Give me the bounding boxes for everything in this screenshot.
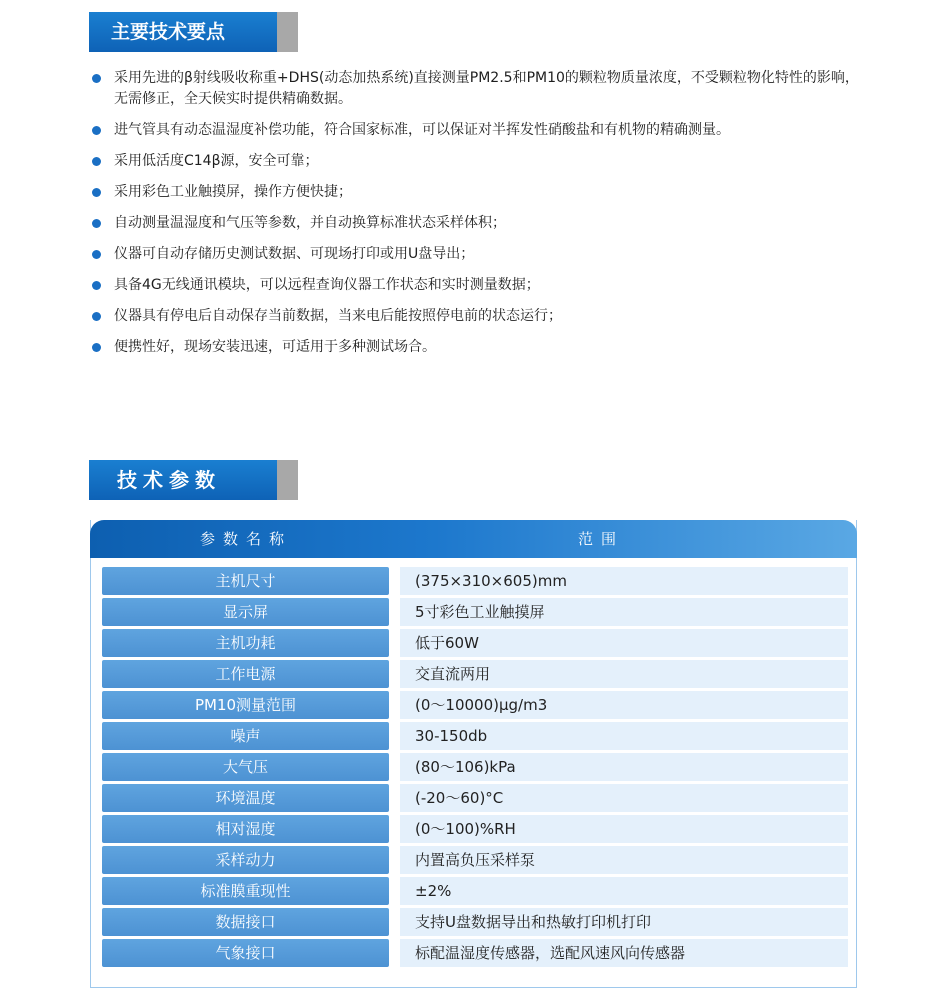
param-value: (0～100)%RH <box>400 815 848 843</box>
bullet-dot-icon <box>92 219 101 228</box>
table-body <box>101 567 848 970</box>
param-label: 采样动力 <box>102 846 389 874</box>
param-value: 交直流两用 <box>400 660 848 688</box>
bullet-dot-icon <box>92 281 101 290</box>
table-row <box>101 939 848 970</box>
param-label: 噪声 <box>102 722 389 750</box>
bullet-dot-icon <box>92 250 101 259</box>
list-item: 采用彩色工业触摸屏，操作方便快捷； <box>90 182 865 203</box>
param-value: ±2% <box>400 877 848 905</box>
table-row <box>101 846 848 877</box>
table-row <box>101 691 848 722</box>
list-item: 自动测量温湿度和气压等参数，并自动换算标准状态采样体积； <box>90 213 865 234</box>
bullet-dot-icon <box>92 74 101 83</box>
table-row <box>101 660 848 691</box>
bullet-dot-icon <box>92 126 101 135</box>
param-value: 内置高负压采样泵 <box>400 846 848 874</box>
param-label: 相对湿度 <box>102 815 389 843</box>
table-row <box>101 598 848 629</box>
section-header-tech-params <box>89 460 298 500</box>
list-item: 仪器可自动存储历史测试数据、可现场打印或用U盘导出； <box>90 244 865 265</box>
param-value: 支持U盘数据导出和热敏打印机打印 <box>400 908 848 936</box>
list-item: 采用低活度C14β源，安全可靠； <box>90 151 865 172</box>
bullet-dot-icon <box>92 188 101 197</box>
table-row <box>101 908 848 939</box>
param-label: 主机尺寸 <box>102 567 389 595</box>
table-row <box>101 784 848 815</box>
param-value: (375×310×605)mm <box>400 567 848 595</box>
table-row <box>101 722 848 753</box>
list-item: 仪器具有停电后自动保存当前数据，当来电后能按照停电前的状态运行； <box>90 306 865 327</box>
param-label: 主机功耗 <box>102 629 389 657</box>
param-label: 显示屏 <box>102 598 389 626</box>
table-row <box>101 753 848 784</box>
table-row <box>101 815 848 846</box>
header-param-name: 参数名称 <box>200 530 293 548</box>
feature-list <box>90 68 865 368</box>
params-table <box>90 520 857 988</box>
list-item: 采用先进的β射线吸收称重+DHS(动态加热系统)直接测量PM2.5和PM10的颗粒物质量浓度，不受颗粒物化特性的影响，无需修正，全天候实时提供精确数据。 <box>90 68 865 110</box>
section-header-key-features <box>89 12 298 52</box>
param-label: 数据接口 <box>102 908 389 936</box>
param-value: 低于60W <box>400 629 848 657</box>
section-title: 主要技术要点 <box>89 12 277 52</box>
param-value: 30-150db <box>400 722 848 750</box>
header-range: 范围 <box>578 530 625 548</box>
param-value: (-20～60)°C <box>400 784 848 812</box>
list-item: 进气管具有动态温湿度补偿功能，符合国家标准，可以保证对半挥发性硝酸盐和有机物的精确测量。 <box>90 120 865 141</box>
bullet-dot-icon <box>92 157 101 166</box>
param-value: 5寸彩色工业触摸屏 <box>400 598 848 626</box>
table-row <box>101 877 848 908</box>
section-header-accent <box>277 12 298 52</box>
param-label: 大气压 <box>102 753 389 781</box>
param-value: (80～106)kPa <box>400 753 848 781</box>
param-label: 环境温度 <box>102 784 389 812</box>
param-value: (0～10000)μg/m3 <box>400 691 848 719</box>
param-label: 气象接口 <box>102 939 389 967</box>
param-label: PM10测量范围 <box>102 691 389 719</box>
table-row <box>101 629 848 660</box>
section-title: 技术参数 <box>89 460 277 500</box>
bullet-dot-icon <box>92 343 101 352</box>
list-item: 具备4G无线通讯模块，可以远程查询仪器工作状态和实时测量数据； <box>90 275 865 296</box>
bullet-dot-icon <box>92 312 101 321</box>
table-header <box>90 520 857 558</box>
param-label: 标准膜重现性 <box>102 877 389 905</box>
section-header-accent <box>277 460 298 500</box>
table-row <box>101 567 848 598</box>
param-value: 标配温湿度传感器，选配风速风向传感器 <box>400 939 848 967</box>
list-item: 便携性好，现场安装迅速，可适用于多种测试场合。 <box>90 337 865 358</box>
param-label: 工作电源 <box>102 660 389 688</box>
